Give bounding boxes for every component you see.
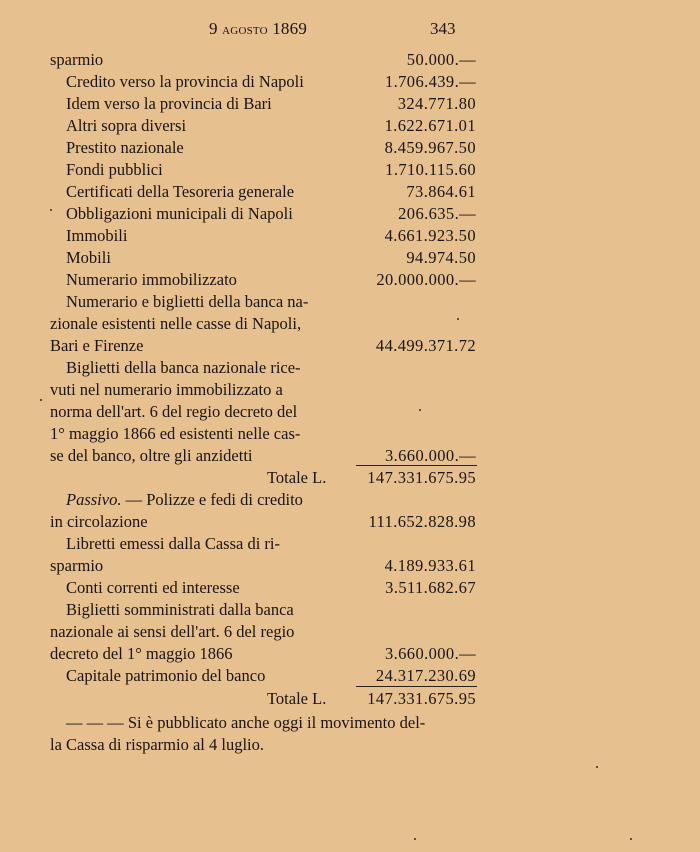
note-line: — — — Si è pubblicato anche oggi il movimento del-	[66, 713, 426, 732]
ledger-row: Obbligazioni municipali di Napoli 206.635.—	[66, 204, 476, 223]
ledger-row: Capitale patrimonio del banco 24.317.230.69	[66, 666, 476, 685]
ledger-row: Certificati della Tesoreria generale 73.864.61	[66, 182, 476, 201]
paper-speck	[457, 318, 459, 320]
ledger-row: Numerario e biglietti della banca na-	[66, 292, 309, 311]
paper-speck	[40, 399, 42, 401]
ledger-row: Altri sopra diversi 1.622.671.01	[66, 116, 476, 135]
total-rule	[356, 465, 477, 466]
page-header	[0, 19, 700, 43]
attivo-total-row: Totale L. 147.331.675.95	[267, 468, 476, 487]
ledger-row: Fondi pubblici 1.710.115.60	[66, 160, 476, 179]
ledger-row-continuation: norma dell'art. 6 del regio decreto del	[50, 402, 298, 421]
paper-speck	[596, 766, 598, 768]
ledger-row-continuation: 1° maggio 1866 ed esistenti nelle cas-	[50, 424, 301, 443]
ledger-row-continuation: decreto del 1° maggio 1866 3.660.000.—	[50, 644, 476, 663]
header-date: 9 agosto 1869	[209, 19, 308, 38]
ledger-row-continuation: sparmio 4.189.933.61	[50, 556, 476, 575]
ledger-row-continuation: se del banco, oltre gli anzidetti 3.660.000.—	[50, 446, 476, 465]
ledger-row: Mobili 94.974.50	[66, 248, 476, 267]
ledger-row: Conti correnti ed interesse 3.511.682.67	[66, 578, 476, 597]
paper-speck	[630, 838, 632, 840]
page-number: 343	[430, 19, 456, 38]
paper-speck	[50, 209, 52, 211]
paper-speck	[414, 838, 416, 840]
ledger-row: Numerario immobilizzato 20.000.000.—	[66, 270, 476, 289]
ledger-row: Biglietti somministrati dalla banca	[66, 600, 294, 619]
ledger-row: sparmio 50.000.—	[50, 50, 476, 69]
ledger-row: Idem verso la provincia di Bari 324.771.80	[66, 94, 476, 113]
total-rule	[356, 686, 477, 687]
paper-speck	[419, 409, 421, 411]
ledger-row: Credito verso la provincia di Napoli 1.706.439.—	[66, 72, 476, 91]
ledger-row-continuation: vuti nel numerario immobilizzato a	[50, 380, 283, 399]
ledger-row-continuation: zionale esistenti nelle casse di Napoli,	[50, 314, 302, 333]
passivo-heading-row: Passivo. — Polizze e fedi di credito	[66, 490, 303, 509]
passivo-total-row: Totale L. 147.331.675.95	[267, 689, 476, 708]
ledger-row-continuation: Bari e Firenze 44.499.371.72	[50, 336, 476, 355]
ledger-row: Biglietti della banca nazionale rice-	[66, 358, 301, 377]
ledger-row: Prestito nazionale 8.459.967.50	[66, 138, 476, 157]
note-line: la Cassa di risparmio al 4 luglio.	[50, 735, 265, 754]
ledger-row: Immobili 4.661.923.50	[66, 226, 476, 245]
passivo-heading: Passivo.	[66, 490, 122, 509]
ledger-row-continuation: in circolazione 111.652.828.98	[50, 512, 476, 531]
ledger-row: Libretti emessi dalla Cassa di ri-	[66, 534, 280, 553]
ledger-row-continuation: nazionale ai sensi dell'art. 6 del regio	[50, 622, 295, 641]
